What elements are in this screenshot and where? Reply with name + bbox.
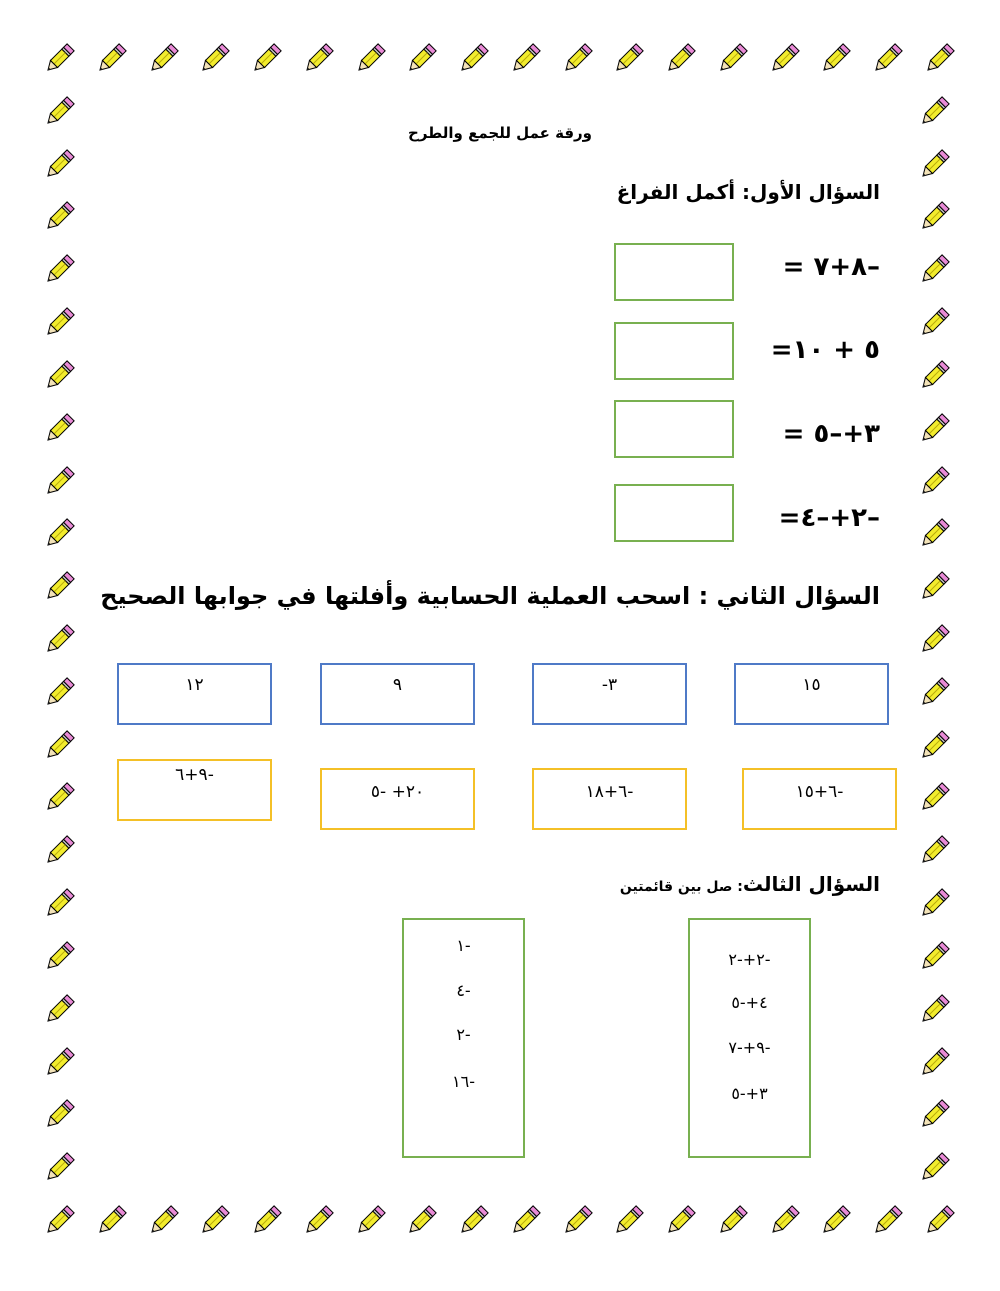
- pencil-icon: [40, 619, 80, 659]
- pencil-icon: [247, 1200, 287, 1240]
- match-item[interactable]: -٢: [456, 1025, 471, 1044]
- pencil-icon: [402, 38, 442, 78]
- answer-box-2[interactable]: [614, 322, 734, 380]
- pencil-icon: [40, 38, 80, 78]
- drop-target-answer[interactable]: ٩: [320, 663, 475, 725]
- pencil-icon: [351, 1200, 391, 1240]
- pencil-icon: [40, 725, 80, 765]
- match-item[interactable]: -١٦: [452, 1072, 475, 1091]
- pencil-icon: [40, 883, 80, 923]
- match-item[interactable]: ٣+-٥: [731, 1084, 768, 1103]
- equation-2: ٥ + ١٠=: [770, 335, 880, 365]
- pencil-icon: [299, 38, 339, 78]
- match-item[interactable]: ٤+-٥: [731, 993, 768, 1012]
- pencil-icon: [506, 1200, 546, 1240]
- pencil-icon: [144, 1200, 184, 1240]
- pencil-icon: [40, 513, 80, 553]
- pencil-icon: [915, 619, 955, 659]
- pencil-icon: [915, 302, 955, 342]
- pencil-icon: [713, 38, 753, 78]
- pencil-icon: [40, 302, 80, 342]
- pencil-icon: [915, 1147, 955, 1187]
- pencil-icon: [351, 38, 391, 78]
- pencil-icon: [40, 355, 80, 395]
- drop-target-answer[interactable]: ١٥: [734, 663, 889, 725]
- pencil-icon: [40, 672, 80, 712]
- pencil-icon: [40, 1042, 80, 1082]
- pencil-icon: [868, 38, 908, 78]
- pencil-icon: [915, 566, 955, 606]
- pencil-icon: [40, 144, 80, 184]
- equation-1: –٨+٧ =: [782, 252, 880, 282]
- page-title: ورقة عمل للجمع والطرح: [408, 124, 592, 142]
- question1-heading: السؤال الأول: أكمل الفراغ: [616, 180, 880, 204]
- question3-heading-sub: : صل بين قائمتين: [619, 879, 743, 895]
- pencil-icon: [40, 830, 80, 870]
- match-item[interactable]: -٤: [456, 981, 471, 1000]
- pencil-icon: [40, 1147, 80, 1187]
- pencil-icon: [506, 38, 546, 78]
- pencil-icon: [915, 989, 955, 1029]
- pencil-icon: [915, 461, 955, 501]
- pencil-icon: [40, 566, 80, 606]
- pencil-icon: [40, 1200, 80, 1240]
- pencil-icon: [40, 249, 80, 289]
- match-list-right: [402, 918, 525, 1158]
- pencil-icon: [40, 461, 80, 501]
- pencil-icon: [558, 1200, 598, 1240]
- pencil-icon: [661, 1200, 701, 1240]
- pencil-icon: [915, 408, 955, 448]
- pencil-icon: [609, 1200, 649, 1240]
- match-list-left: [688, 918, 811, 1158]
- pencil-icon: [920, 38, 960, 78]
- pencil-icon: [454, 38, 494, 78]
- pencil-icon: [765, 1200, 805, 1240]
- pencil-icon: [915, 830, 955, 870]
- pencil-icon: [299, 1200, 339, 1240]
- pencil-icon: [765, 38, 805, 78]
- pencil-icon: [713, 1200, 753, 1240]
- drop-target-answer[interactable]: ١٢: [117, 663, 272, 725]
- pencil-icon: [558, 38, 598, 78]
- drop-target-answer[interactable]: ٣-: [532, 663, 687, 725]
- pencil-icon: [915, 936, 955, 976]
- pencil-icon: [40, 989, 80, 1029]
- pencil-icon: [402, 1200, 442, 1240]
- answer-box-3[interactable]: [614, 400, 734, 458]
- answer-box-1[interactable]: [614, 243, 734, 301]
- draggable-operation[interactable]: -٦+١٨: [532, 768, 687, 830]
- pencil-icon: [915, 196, 955, 236]
- pencil-icon: [40, 936, 80, 976]
- pencil-icon: [92, 1200, 132, 1240]
- pencil-icon: [915, 883, 955, 923]
- pencil-icon: [915, 1094, 955, 1134]
- pencil-icon: [40, 1094, 80, 1134]
- pencil-icon: [868, 1200, 908, 1240]
- pencil-icon: [661, 38, 701, 78]
- equation-3: ٣+–٥ =: [782, 419, 880, 449]
- pencil-icon: [247, 38, 287, 78]
- question3-heading: [620, 872, 880, 896]
- match-item[interactable]: -٢+-٢: [728, 950, 771, 969]
- pencil-icon: [915, 672, 955, 712]
- pencil-icon: [40, 196, 80, 236]
- draggable-operation[interactable]: ٢٠+ -٥: [320, 768, 475, 830]
- pencil-icon: [816, 38, 856, 78]
- pencil-icon: [920, 1200, 960, 1240]
- question3-heading-main: السؤال الثالث: [742, 872, 880, 896]
- question2-heading: السؤال الثاني : اسحب العملية الحسابية وأفلتها في جوابها الصحيح: [100, 582, 880, 610]
- pencil-icon: [40, 408, 80, 448]
- pencil-icon: [40, 777, 80, 817]
- pencil-icon: [92, 38, 132, 78]
- pencil-icon: [915, 1042, 955, 1082]
- equation-4: –٢+–٤=: [778, 503, 880, 533]
- pencil-icon: [454, 1200, 494, 1240]
- match-item[interactable]: -١: [456, 936, 471, 955]
- pencil-icon: [195, 1200, 235, 1240]
- pencil-icon: [609, 38, 649, 78]
- pencil-icon: [816, 1200, 856, 1240]
- pencil-icon: [144, 38, 184, 78]
- match-item[interactable]: -٩+-٧: [728, 1038, 771, 1057]
- pencil-icon: [915, 144, 955, 184]
- pencil-icon: [195, 38, 235, 78]
- pencil-icon: [915, 725, 955, 765]
- pencil-icon: [915, 513, 955, 553]
- pencil-icon: [915, 777, 955, 817]
- pencil-icon: [915, 355, 955, 395]
- answer-box-4[interactable]: [614, 484, 734, 542]
- draggable-operation[interactable]: -٩+٦: [117, 759, 272, 821]
- pencil-icon: [915, 249, 955, 289]
- draggable-operation[interactable]: -٦+١٥: [742, 768, 897, 830]
